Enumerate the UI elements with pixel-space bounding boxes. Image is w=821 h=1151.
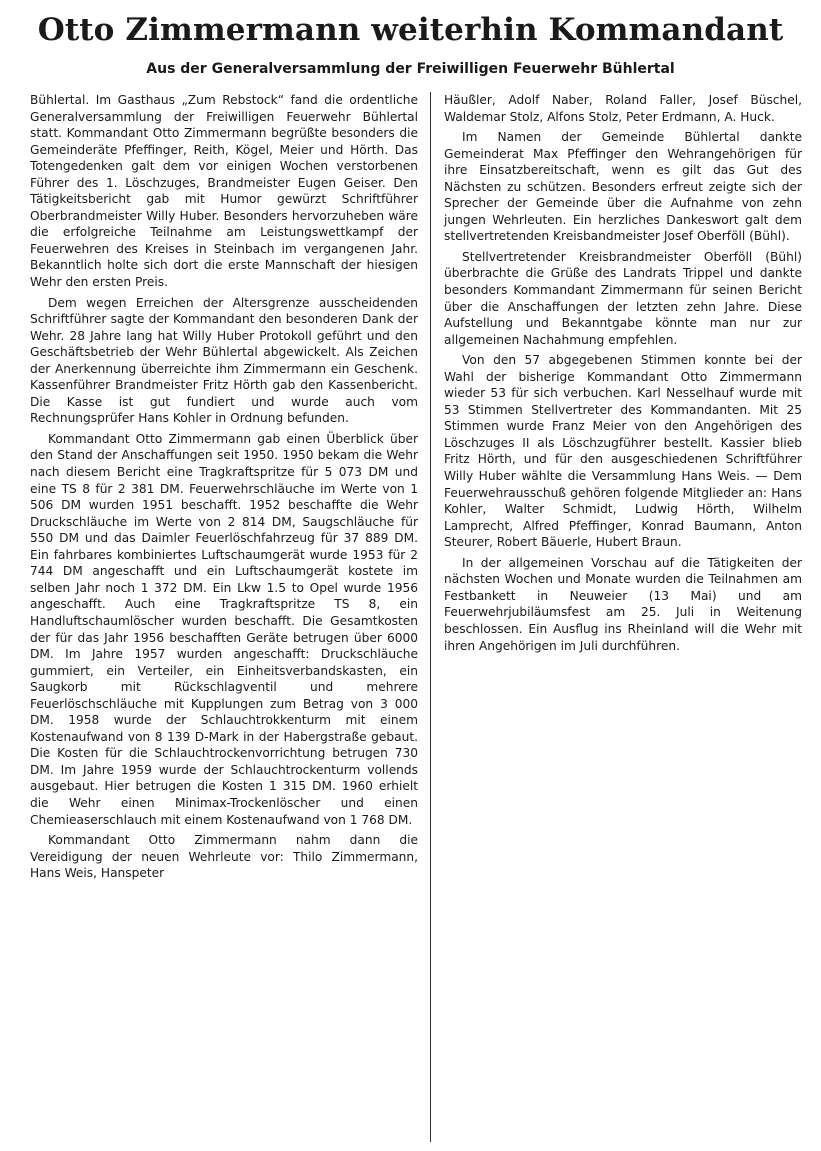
article-subtitle: Aus der Generalversammlung der Freiwilligen Feuerwehr Bühlertal [146,61,675,77]
left-column [30,92,418,886]
column-divider [430,92,431,1142]
article-headline: Otto Zimmermann weiterhin Kommandant [37,12,784,48]
paragraph: Häußler, Adolf Naber, Roland Faller, Josef Büschel, Waldemar Stolz, Alfons Stolz, Peter Erdmann, A. Huck. [444,93,802,124]
paragraph: Dem wegen Erreichen der Altersgrenze ausscheidenden Schriftführer sagte der Kommandant den besonderen Dank der Wehr. 28 Jahre lang hat Willy Huber Protokoll geführt und den Geschäftsbetrieb der Wehr Bühlertal abgewickelt. Als Zeichen der Anerkennung überreichte ihm Zimmermann ein Geschenk. Kassenführer Brandmeister Fritz Hörth gab den Kassenbericht. Die Kasse ist gut fundiert und wurde auch vom Rechnungsprüfer Hans Kohler in Ordnung befunden. [30,295,418,426]
paragraph: Bühlertal. Im Gasthaus „Zum Rebstock“ fand die ordentliche Generalversammlung der Freiwilligen Feuerwehr Bühlertal statt. Kommandant Otto Zimmermann begrüßte besonders die Gemeinderäte Pfeffinger, Reith, Kögel, Meier und Hörth. Das Totengedenken galt dem vor einigen Wochen verstorbenen Führer des 1. Löschzuges, Brandmeister Eugen Geiser. Den Tätigkeitsbericht gab mit Humor gewürzt Schriftführer Oberbrandmeister Willy Huber. Besonders hervorzuheben wäre die erfolgreiche Teilnahme am Leistungswettkampf der Feuerwehren des Kreises in Steinbach im vergangenen Jahr. Bekanntlich holte sich dort die erste Mannschaft der hiesigen Wehr den ersten Preis. [30,93,418,290]
paragraph: Kommandant Otto Zimmermann gab einen Überblick über den Stand der Anschaffungen seit 1950. 1950 bekam die Wehr nach diesem Bericht eine Tragkraftspritze für 5 073 DM und eine TS 8 für 2 381 DM. Feuerwehrschläuche im Werte von 1 506 DM wurden 1951 beschafft. 1952 beschaffte die Wehr Druckschläuche im Werte von 2 814 DM, Saugschläuche für 550 DM und das Daimler Feuerlöschfahrzeug für 37 889 DM. Ein fahrbares kombiniertes Luftschaumgerät wurde 1953 für 2 744 DM angeschafft und ein Luftschaumgerät kostete im selben Jahr noch 1 372 DM. Ein Lkw 1.5 to Opel wurde 1956 angeschafft. Auch eine Tragkraftspritze TS 8, ein Handluftschaumlöscher wurden beschafft. Die Gesamtkosten der für das Jahr 1956 beschafften Geräte betrugen über 6000 DM. Im Jahre 1957 wurden angeschafft: Druckschläuche gummiert, ein Verteiler, ein Einheitsverbandskasten, ein Saugkorb mit Rückschlagventil und mehrere Feuerlöschschläuche mit Kupplungen zum Betrag von 3 000 DM. 1958 wurde der Schlauchtrokkenturm mit einem Kostenaufwand von 8 139 D-Mark in der Habergstraße gebaut. Die Kosten für die Schlauchtrockenvorrichtung betrugen 730 DM. Im Jahre 1959 wurde der Schlauchtrockenturm vollends ausgebaut. Hier betrugen die Kosten 1 315 DM. 1960 erhielt die Wehr einen Minimax-Trockenlöscher und einen Chemieaserschlauch mit einem Kostenaufwand von 1 768 DM. [30,431,418,827]
paragraph: Kommandant Otto Zimmermann nahm dann die Vereidigung der neuen Wehrleute vor: Thilo Zimmermann, Hans Weis, Hanspeter [30,833,418,881]
right-column [444,92,802,658]
paragraph: Von den 57 abgegebenen Stimmen konnte bei der Wahl der bisherige Kommandant Otto Zimmermann wieder 53 für sich verbuchen. Karl Nesselhauf wurde mit 53 Stimmen Stellvertreter des Kommandanten. Mit 25 Stimmen wurde Franz Meier von den Angehörigen des Löschzuges II als Löschzugführer bestellt. Kassier blieb Fritz Hörth, und für den ausgeschiedenen Schriftführer Willy Huber wählte die Versammlung Hans Weis. — Dem Feuerwehrausschuß gehören folgende Mitglieder an: Hans Kohler, Walter Schmidt, Ludwig Hörth, Wilhelm Lamprecht, Alfred Pfeffinger, Konrad Baumann, Anton Steurer, Robert Bäuerle, Hubert Braun. [444,353,802,550]
paragraph: In der allgemeinen Vorschau auf die Tätigkeiten der nächsten Wochen und Monate wurden die Teilnahmen am Festbankett in Neuweier (13 Mai) und am Feuerwehrjubiläumsfest am 25. Juli in Weitenung beschlossen. Ein Ausflug ins Rheinland will die Wehr mit ihren Angehörigen im Juli durchführen. [444,555,802,653]
paragraph: Stellvertretender Kreisbrandmeister Oberföll (Bühl) überbrachte die Grüße des Landrats Trippel und dankte besonders Kommandant Zimmermann für seinen Bericht über die Anschaffungen der letzten zehn Jahre. Diese Aufstellung und Bekanntgabe könnte man nur zur allgemeinen Nachahmung empfehlen. [444,249,802,347]
paragraph: Im Namen der Gemeinde Bühlertal dankte Gemeinderat Max Pfeffinger den Wehrangehörigen für ihre Einsatzbereitschaft, wenn es gilt das Gut des Nächsten zu schützen. Besonders erfreut zeigte sich der Sprecher der Gemeinde über die Aufnahme von zehn jungen Wehrleuten. Ein herzliches Dankeswort galt dem stellvertretenden Kreisbandmeister Josef Oberföll (Bühl). [444,130,802,244]
